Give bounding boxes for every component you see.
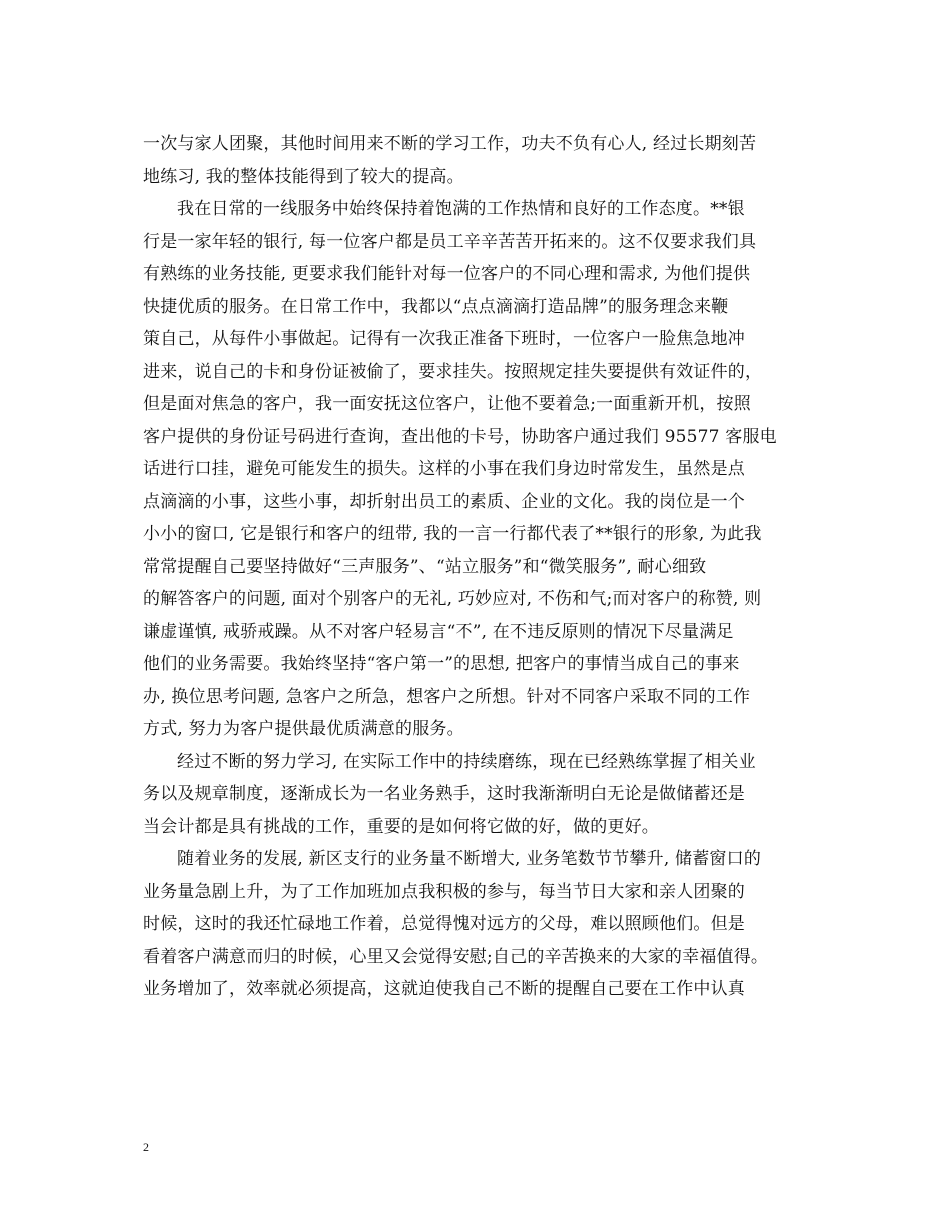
page-number: 2 [143, 1140, 149, 1154]
text-line: 务以及规章制度，逐渐成长为一名业务熟手，这时我渐渐明白无论是做储蓄还是 [143, 784, 745, 804]
text-line: 点滴滴的小事，这些小事，却折射出员工的素质、企业的文化。我的岗位是一个 [143, 491, 745, 512]
text-line: 业务增加了，效率就必须提高，这就迫使我自己不断的提醒自己要在工作中认真 [143, 979, 745, 999]
text-line: 随着业务的发展, 新区支行的业务量不断增大, 业务笔数节节攀升, 储蓄窗口的 [177, 849, 762, 869]
text-line: 看着客户满意而归的时候，心里又会觉得安慰;自己的辛苦换来的大家的幸福值得。 [143, 946, 769, 967]
text-line: 的解答客户的问题, 面对个别客户的无礼, 巧妙应对, 不伤和气;而对客户的称赞, 则 [143, 589, 762, 609]
text-line: 客户提供的身份证号码进行查询，查出他的卡号，协助客户通过我们 95577 客服电 [143, 426, 777, 447]
text-line: 一次与家人团聚，其他时间用来不断的学习工作，功夫不负有心人, 经过长期刻苦 [143, 134, 757, 154]
text-line: 快捷优质的服务。在日常工作中，我都以“点点滴滴打造品牌”的服务理念来鞭 [143, 296, 729, 317]
text-line: 但是面对焦急的客户，我一面安抚这位客户，让他不要着急;一面重新开机，按照 [143, 394, 751, 414]
text-line: 经过不断的努力学习, 在实际工作中的持续磨练，现在已经熟练掌握了相关业 [177, 751, 756, 772]
text-line: 策自己，从每件小事做起。记得有一次我正准备下班时，一位客户一脸焦急地冲 [143, 329, 745, 349]
text-line: 进来，说自己的卡和身份证被偷了，要求挂失。按照规定挂失要提供有效证件的， [143, 361, 763, 382]
text-line: 小小的窗口, 它是银行和客户的纽带, 我的一言一行都代表了**银行的形象, 为此我 [143, 524, 762, 544]
text-line: 业务量急剧上升，为了工作加班加点我积极的参与，每当节日大家和亲人团聚的 [143, 881, 745, 902]
text-line: 行是一家年轻的银行, 每一位客户都是员工辛辛苦苦开拓来的。这不仅要求我们具 [143, 231, 757, 252]
text-line: 他们的业务需要。我始终坚持“客户第一”的思想, 把客户的事情当成自己的事来 [143, 654, 740, 674]
text-line: 时候，这时的我还忙碌地工作着，总觉得愧对远方的父母，难以照顾他们。但是 [143, 914, 745, 934]
body-text [143, 128, 813, 1006]
text-line: 有熟练的业务技能, 更要求我们能针对每一位客户的不同心理和需求, 为他们提供 [143, 264, 751, 284]
text-line: 常常提醒自己要坚持做好“三声服务”、“站立服务”和“微笑服务”, 耐心细致 [143, 556, 707, 577]
text-line: 办, 换位思考问题, 急客户之所急，想客户之所想。针对不同客户采取不同的工作 [143, 686, 751, 707]
text-line: 谦虚谨慎, 戒骄戒躁。从不对客户轻易言“不”, 在不违反原则的情况下尽量满足 [143, 621, 734, 642]
text-line: 我在日常的一线服务中始终保持着饱满的工作热情和良好的工作态度。**银 [177, 199, 745, 219]
text-line: 话进行口挂，避免可能发生的损失。这样的小事在我们身边时常发生，虽然是点 [143, 459, 745, 479]
text-line: 地练习, 我的整体技能得到了较大的提高。 [143, 166, 464, 187]
text-line: 当会计都是具有挑战的工作，重要的是如何将它做的好，做的更好。 [143, 816, 659, 837]
text-line: 方式, 努力为客户提供最优质满意的服务。 [143, 719, 464, 739]
